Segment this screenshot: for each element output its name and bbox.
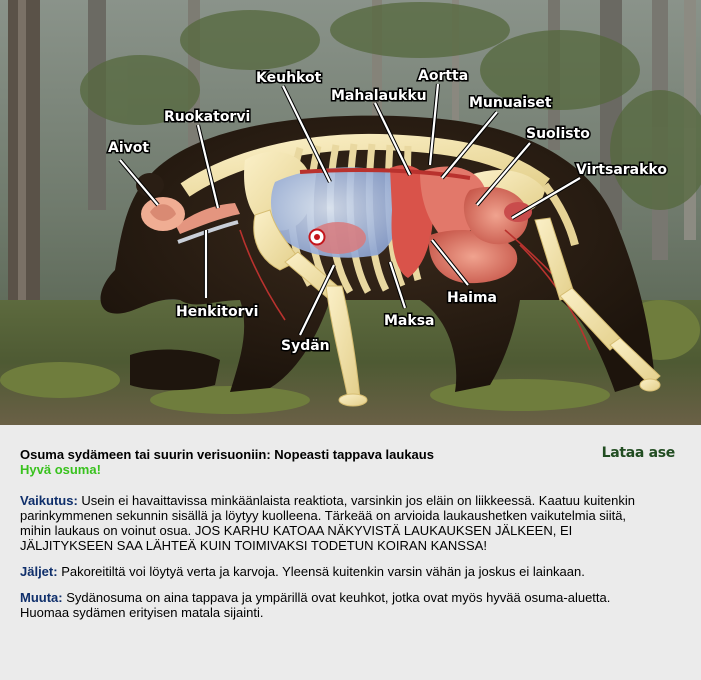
section-other <box>20 590 660 620</box>
section-effect-key: Vaikutus: <box>20 493 78 508</box>
section-other-text: Sydänosuma on aina tappava ja ympärillä ovat keuhkot, jotka ovat myös hyvää osuma-aluetta. Huomaa sydämen erityisen matala sijainti. <box>20 590 611 620</box>
section-other-key: Muuta: <box>20 590 63 605</box>
result-verdict: Hyvä osuma! <box>20 462 101 477</box>
shot-result <box>20 447 660 631</box>
label-keuhkot: Keuhkot <box>256 70 322 86</box>
label-munuaiset: Munuaiset <box>469 95 552 111</box>
label-virtsarakko: Virtsarakko <box>576 162 667 178</box>
label-haima: Haima <box>447 290 497 306</box>
label-aortta: Aortta <box>418 68 469 84</box>
section-traces-key: Jäljet: <box>20 564 58 579</box>
label-suolisto: Suolisto <box>526 126 590 142</box>
result-title: Osuma sydämeen tai suurin verisuoniin: Nopeasti tappava laukaus <box>20 447 434 462</box>
result-panel <box>0 425 701 680</box>
section-traces <box>20 564 660 579</box>
section-effect-text: Usein ei havaittavissa minkäänlaista reaktiota, varsinkin jos eläin on liikkeessä. Kaatuu kuitenkin parinkymmenen sekunnin sisällä ja löytyy kuolleena. Tärkeää on arvioida laukaushetken vaikutelmia siitä, mihin laukaus on voinut osua. JOS KARHU KATOAA NÄKYVISTÄ LAUKAUKSEN JÄLKEEN, EI JÄLJITYKSEEN SAA LÄHTEÄ KUIN TOIMIVAKSI TODETUN KOIRAN KANSSA! <box>20 493 635 553</box>
label-henkitorvi: Henkitorvi <box>176 304 259 320</box>
label-mahalaukku: Mahalaukku <box>331 88 427 104</box>
reload-button[interactable]: Lataa ase <box>601 445 675 461</box>
label-sydan: Sydän <box>281 338 330 354</box>
label-aivot: Aivot <box>108 140 150 156</box>
section-traces-text: Pakoreitiltä voi löytyä verta ja karvoja. Yleensä kuitenkin varsin vähän ja joskus ei lainkaan. <box>61 564 585 579</box>
target-icon[interactable] <box>310 230 325 245</box>
label-maksa: Maksa <box>384 313 435 329</box>
section-effect <box>20 493 660 553</box>
label-ruokatorvi: Ruokatorvi <box>164 109 251 125</box>
bladder-organ[interactable] <box>504 202 532 222</box>
